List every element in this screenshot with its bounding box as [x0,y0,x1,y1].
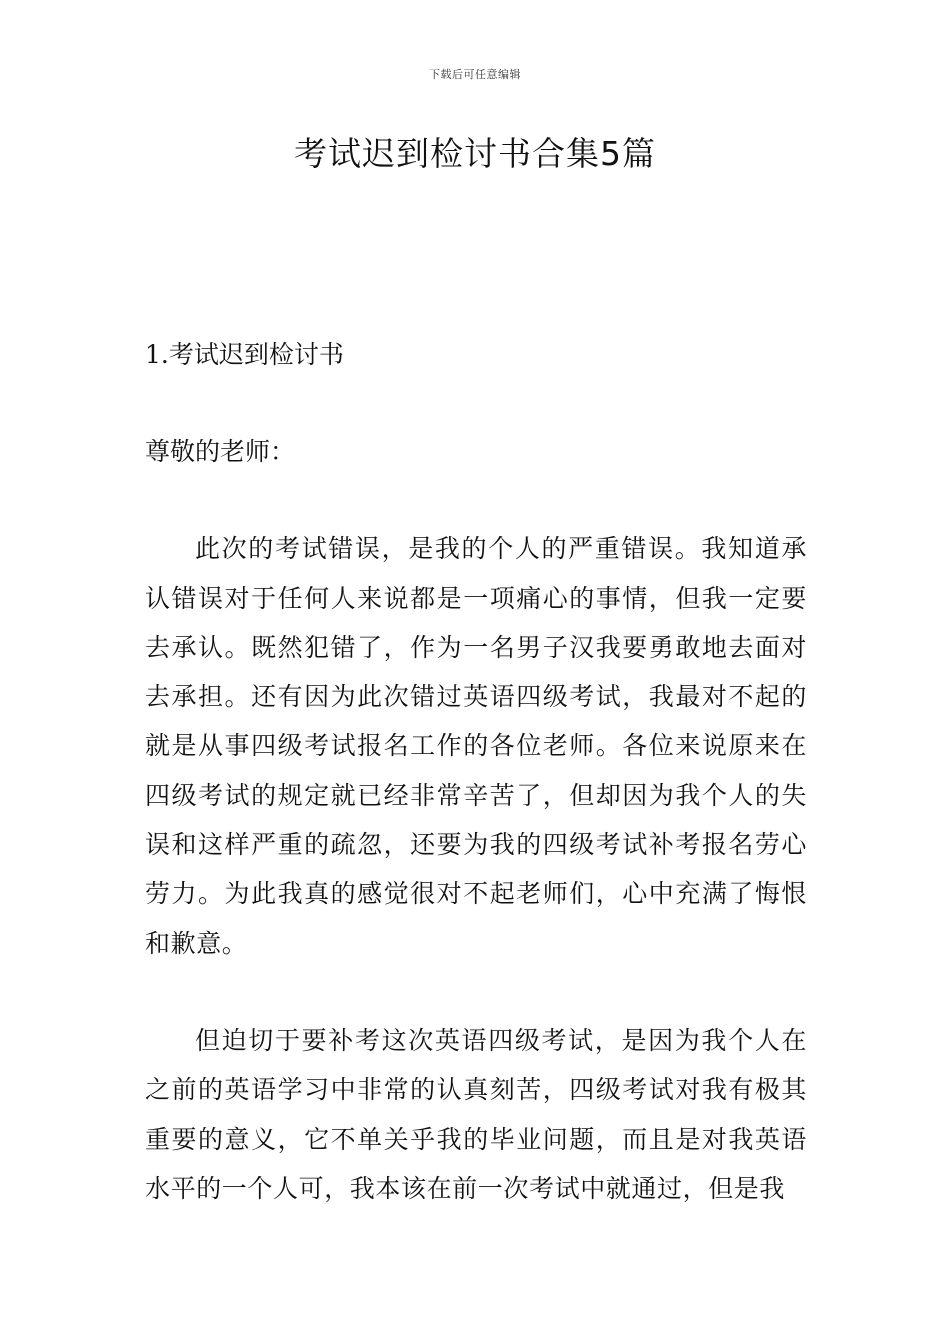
paragraph-2: 但迫切于要补考这次英语四级考试，是因为我个人在之前的英语学习中非常的认真刻苦，四级考试对我有极其重要的意义，它不单关乎我的毕业问题，而且是对我英语水平的一个人可，我本该在前一次考试中就通过，但是我 [145,1025,807,1203]
header-note: 下载后可任意编辑 [429,68,521,81]
document-body [145,330,807,1213]
paragraph-1: 此次的考试错误，是我的个人的严重错误。我知道承认错误对于任何人来说都是一项痛心的事情，但我一定要去承认。既然犯错了，作为一名男子汉我要勇敢地去面对去承担。还有因为此次错过英语四级考试，我最对不起的就是从事四级考试报名工作的各位老师。各位来说原来在四级考试的规定就已经非常辛苦了，但却因为我个人的失误和这样严重的疏忽，还要为我的四级考试补考报名劳心劳力。为此我真的感觉很对不起老师们，心中充满了悔恨和歉意。 [145,534,807,958]
document-title: 考试迟到检讨书合集5篇 [294,134,656,173]
salutation: 尊敬的老师： [145,437,296,466]
section-heading: 1.考试迟到检讨书 [145,340,344,369]
